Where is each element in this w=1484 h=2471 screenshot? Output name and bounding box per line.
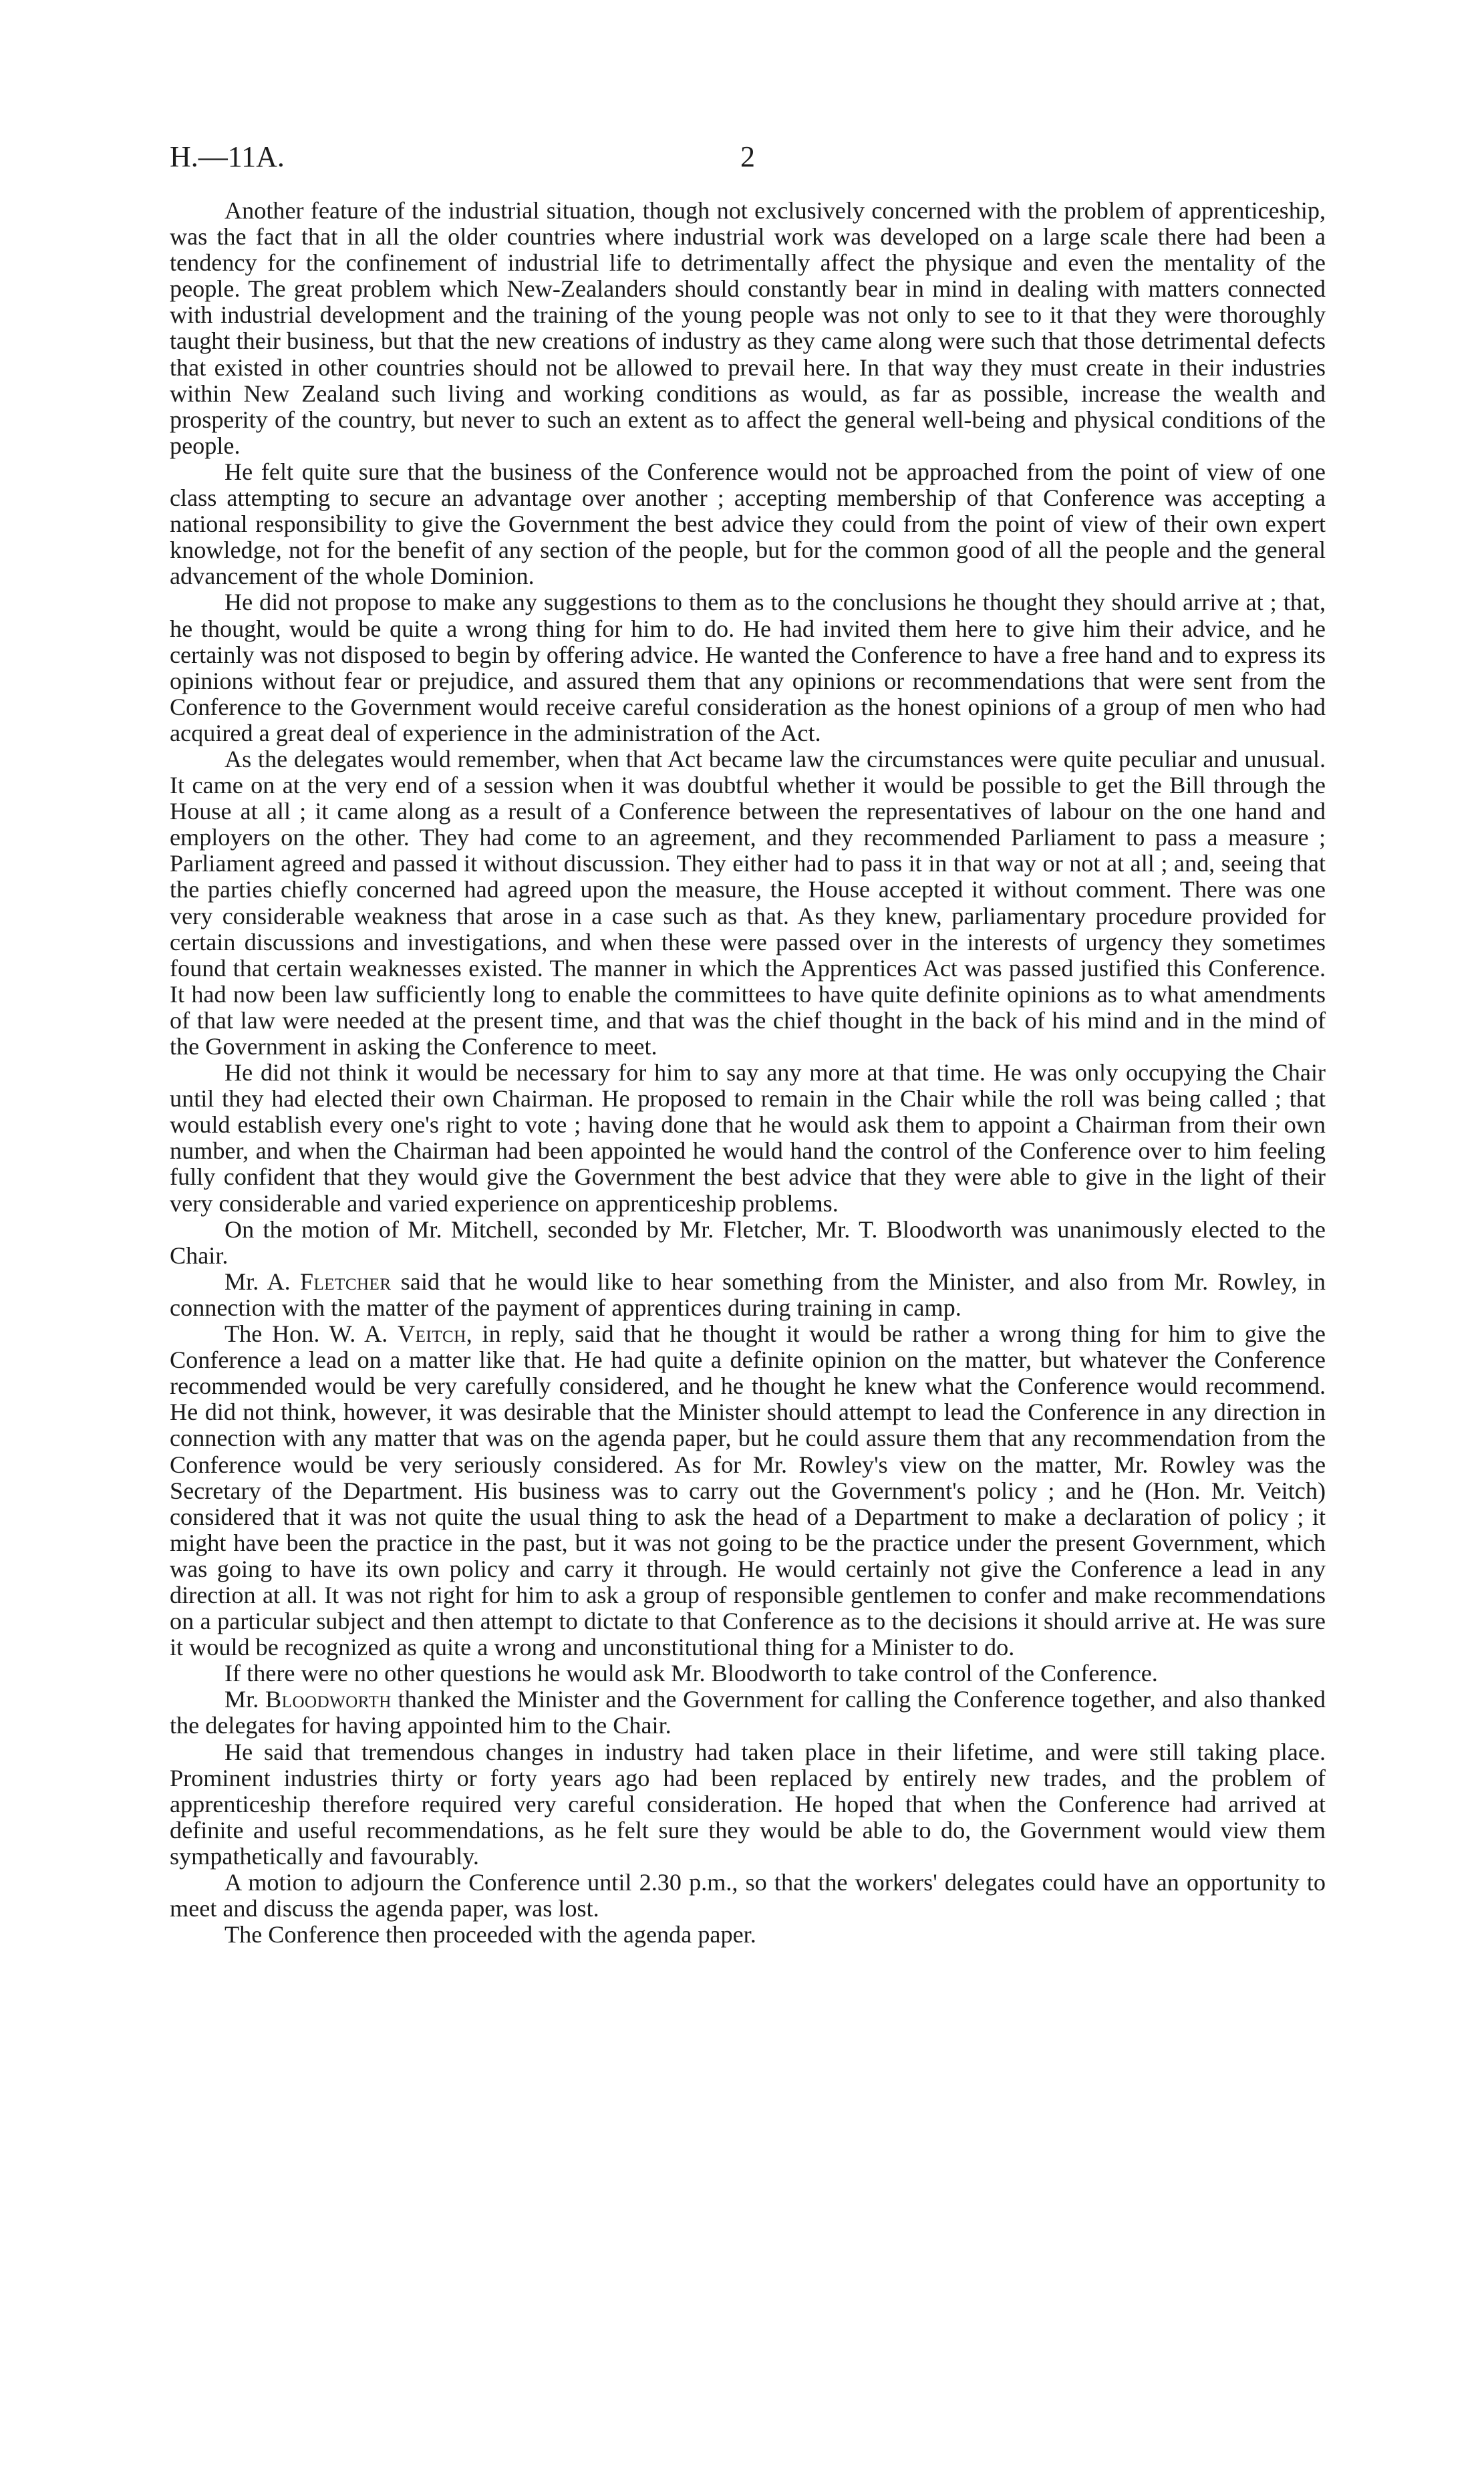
page-number: 2 — [740, 140, 755, 173]
paragraph: The Hon. W. A. Veitch, in reply, said that he thought it would be rather a wrong thing for him to give the Conference a lead on a matter like that. He had quite a definite opinion on the matter, but whatever the Conference recommended would be very carefully considered, and he thought he knew what the Conference would recommend. He did not think, however, it was desirable that the Minister should attempt to lead the Conference in any direction in connection with any matter that was on the agenda paper, but he could assure them that any recommendation from the Conference would be very seriously considered. As for Mr. Rowley's view on the matter, Mr. Rowley was the Secretary of the Department. His business was to carry out the Government's policy ; and he (Hon. Mr. Veitch) considered that it was not quite the usual thing to ask the head of a Department to make a declaration of policy ; it might have been the practice in the past, but it was not going to be the practice under the present Government, which was going to have its own policy and carry it through. He would certainly not give the Conference a lead in any direction at all. It was not right for him to ask a group of responsible gentlemen to confer and make recommendations on a particular subject and then attempt to dictate to that Conference as to the decisions it should arrive at. He was sure it would be recognized as quite a wrong and unconstitutional thing for a Minister to do. — [170, 1320, 1326, 1661]
paragraph: If there were no other questions he would ask Mr. Bloodworth to take control of the Conference. — [225, 1660, 1158, 1687]
paragraph: He did not propose to make any suggestions to them as to the conclusions he thought they should arrive at ; that, he thought, would be quite a wrong thing for him to do. He had invited them here to give him their advice, and he certainly was not disposed to begin by offering advice. He wanted the Conference to have a free hand and to express its opinions without fear or prejudice, and assured them that any opinions or recommendations that were sent from the Conference to the Government would receive careful consideration as the honest opinions of a group of men who had acquired a great deal of experience in the administration of the Act. — [170, 589, 1326, 746]
speaker-name: Veitch — [398, 1320, 466, 1348]
body-text — [170, 198, 1326, 1948]
paragraph: As the delegates would remember, when that Act became law the circumstances were quite peculiar and unusual. It came on at the very end of a session when it was doubtful whether it would be possible to get the Bill through the House at all ; it came along as a result of a Conference between the representatives of labour on the one hand and employers on the other. They had come to an agreement, and they recommended Parliament to pass a measure ; Parliament agreed and passed it without discussion. They either had to pass it in that way or not at all ; and, seeing that the parties chiefly concerned had agreed upon the measure, the House accepted it without comment. There was one very considerable weakness that arose in a case such as that. As they knew, parliamentary procedure provided for certain discussions and investigations, and when these were passed over in the interests of urgency they sometimes found that certain weaknesses existed. The manner in which the Apprentices Act was passed justified this Conference. It had now been law sufficiently long to enable the committees to have quite definite opinions as to what amendments of that law were needed at the present time, and that was the chief thought in the back of his mind and in the mind of the Government in asking the Conference to meet. — [170, 745, 1326, 1060]
page-header — [170, 137, 1326, 177]
paragraph: Another feature of the industrial situation, though not exclusively concerned with the problem of apprenticeship, was the fact that in all the older countries where industrial work was developed on a large scale there had been a tendency for the confinement of industrial life to detrimentally affect the physique and even the mentality of the people. The great problem which New-Zealanders should constantly bear in mind in dealing with matters connected with industrial development and the training of the young people was not only to see to it that they were thoroughly taught their business, but that the new creations of industry as they came along were such that those detrimental defects that existed in other countries should not be allowed to prevail here. In that way they must create in their industries within New Zealand such living and working conditions as would, as far as possible, increase the wealth and prosperity of the country, but never to such an extent as to affect the general well-being and physical conditions of the people. — [170, 197, 1326, 459]
speaker-name: Fletcher — [299, 1268, 392, 1295]
speaker-name: Bloodworth — [265, 1686, 392, 1713]
paragraph: He did not think it would be necessary for him to say any more at that time. He was only occupying the Chair until they had elected their own Chairman. He proposed to remain in the Chair while the roll was being called ; that would establish every one's right to vote ; having done that he would ask them to appoint a Chairman from their own number, and when the Chairman had been appointed he would hand the control of the Conference over to him feeling fully confident that they would give the Government the best advice that they were able to give in the light of their very considerable and varied experience on apprenticeship problems. — [170, 1059, 1326, 1217]
paragraph: Mr. Bloodworth thanked the Minister and the Government for calling the Conference together, and also thanked the delegates for having appointed him to the Chair. — [170, 1686, 1326, 1739]
paragraph: On the motion of Mr. Mitchell, seconded by Mr. Fletcher, Mr. T. Bloodworth was unanimously elected to the Chair. — [170, 1215, 1326, 1269]
paragraph: He said that tremendous changes in industry had taken place in their lifetime, and were still taking place. Prominent industries thirty or forty years ago had been replaced by entirely new trades, and the problem of apprenticeship therefore required very careful consideration. He hoped that when the Conference had arrived at definite and useful recommendations, as he felt sure they would be able to do, the Government would view them sympathetically and favourably. — [170, 1738, 1326, 1870]
paragraph: He felt quite sure that the business of the Conference would not be approached from the point of view of one class attempting to secure an advantage over another ; accepting membership of that Conference was accepting a national responsibility to give the Government the best advice they could from the point of view of their own expert knowledge, not for the benefit of any section of the people, but for the common good of all the people and the general advancement of the whole Dominion. — [170, 458, 1326, 590]
paragraph: The Conference then proceeded with the agenda paper. — [225, 1921, 756, 1948]
document-reference: H.—11A. — [170, 140, 285, 173]
paragraph: Mr. A. Fletcher said that he would like to hear something from the Minister, and also from Mr. Rowley, in connection with the matter of the payment of apprentices during training in camp. — [170, 1268, 1326, 1321]
paragraph: A motion to adjourn the Conference until 2.30 p.m., so that the workers' delegates could have an opportunity to meet and discuss the agenda paper, was lost. — [170, 1869, 1326, 1922]
